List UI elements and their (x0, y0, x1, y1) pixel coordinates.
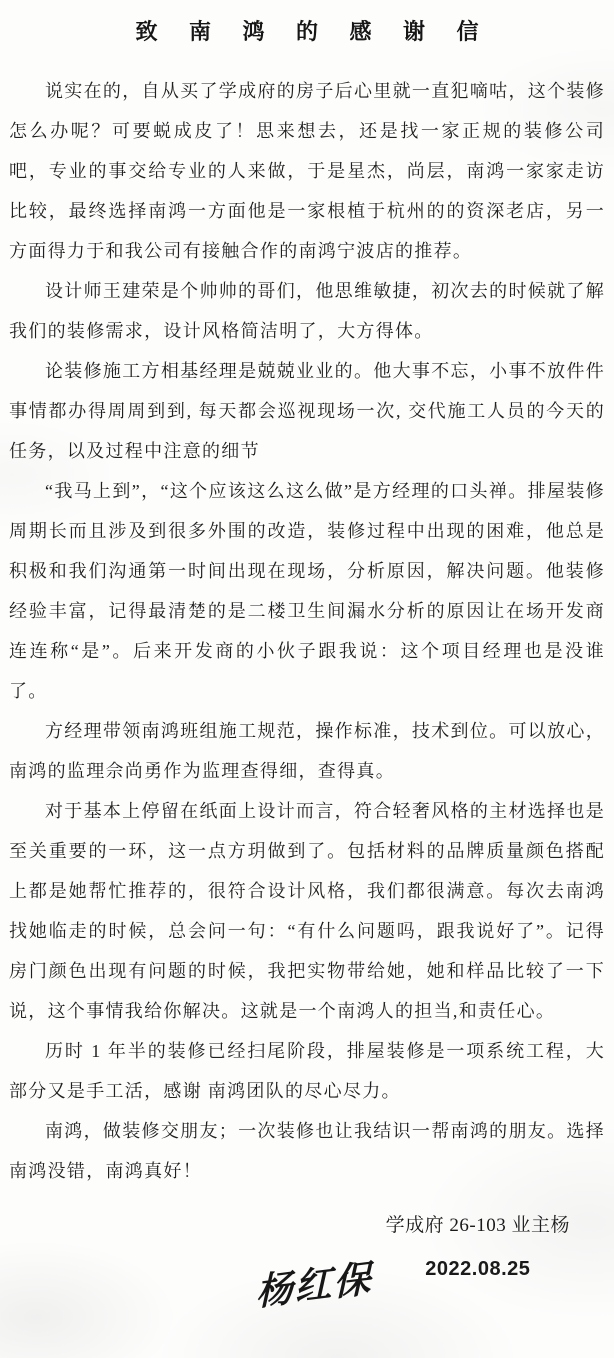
paragraph-4: “我马上到”，“这个应该这么这么做”是方经理的口头禅。排屋装修周期长而且涉及到很多外围的改造，装修过程中出现的困难，他总是积极和我们沟通第一时间出现在现场，分析原因，解决问题。他装修经验丰富，记得最清楚的是二楼卫生间漏水分析的原因让在场开发商连连称“是”。后来开发商的小伙子跟我说：这个项目经理也是没谁了。 (9, 481, 605, 701)
paragraph-3: 论装修施工方相基经理是兢兢业业的。他大事不忘，小事不放件件事情都办得周周到到, 每天都会巡视现场一次, 交代施工人员的今天的任务，以及过程中注意的细节 (9, 361, 605, 461)
signer-address-line: 学成府 26-103 业主杨 (385, 1215, 570, 1236)
letter-body (0, 46, 614, 1191)
letter-title: 致 南 鸿 的 感 谢 信 (135, 19, 492, 44)
signature-date: 2022.08.25 (425, 1258, 531, 1280)
paragraph-7: 历时 1 年半的装修已经扫尾阶段，排屋装修是一项系统工程，大部分又是手工活，感谢 南鸿团队的尽心尽力。 (9, 1041, 605, 1101)
paragraph-6: 对于基本上停留在纸面上设计而言，符合轻奢风格的主材选择也是至关重要的一环，这一点方玥做到了。包括材料的品牌质量颜色搭配上都是她帮忙推荐的，很符合设计风格，我们都很满意。每次去南鸿找她临走的时候，总会问一句：“有什么问题吗，跟我说好了”。记得房门颜色出现有问题的时候，我把实物带给她，她和样品比较了一下说，这个事情我给你解决。这就是一个南鸿人的担当,和责任心。 (9, 801, 605, 1021)
paragraph-1: 说实在的，自从买了学成府的房子后心里就一直犯嘀咕，这个装修怎么办呢？可要蜕成皮了！思来想去，还是找一家正规的装修公司吧，专业的事交给专业的人来做，于是星杰，尚层，南鸿一家家走访比较，最终选择南鸿一方面他是一家根植于杭州的的资深老店，另一方面得力于和我公司有接触合作的南鸿宁波店的推荐。 (9, 81, 605, 261)
signature-block (386, 1210, 570, 1281)
handwritten-signature: 杨红保 (255, 1258, 373, 1315)
paragraph-2: 设计师王建荣是个帅帅的哥们，他思维敏捷，初次去的时候就了解我们的装修需求，设计风格简洁明了，大方得体。 (9, 281, 605, 341)
paragraph-8: 南鸿，做装修交朋友；一次装修也让我结识一帮南鸿的朋友。选择南鸿没错，南鸿真好！ (9, 1121, 605, 1181)
paragraph-5: 方经理带领南鸿班组施工规范，操作标准，技术到位。可以放心，南鸿的监理佘尚勇作为监理查得细，查得真。 (9, 721, 605, 781)
